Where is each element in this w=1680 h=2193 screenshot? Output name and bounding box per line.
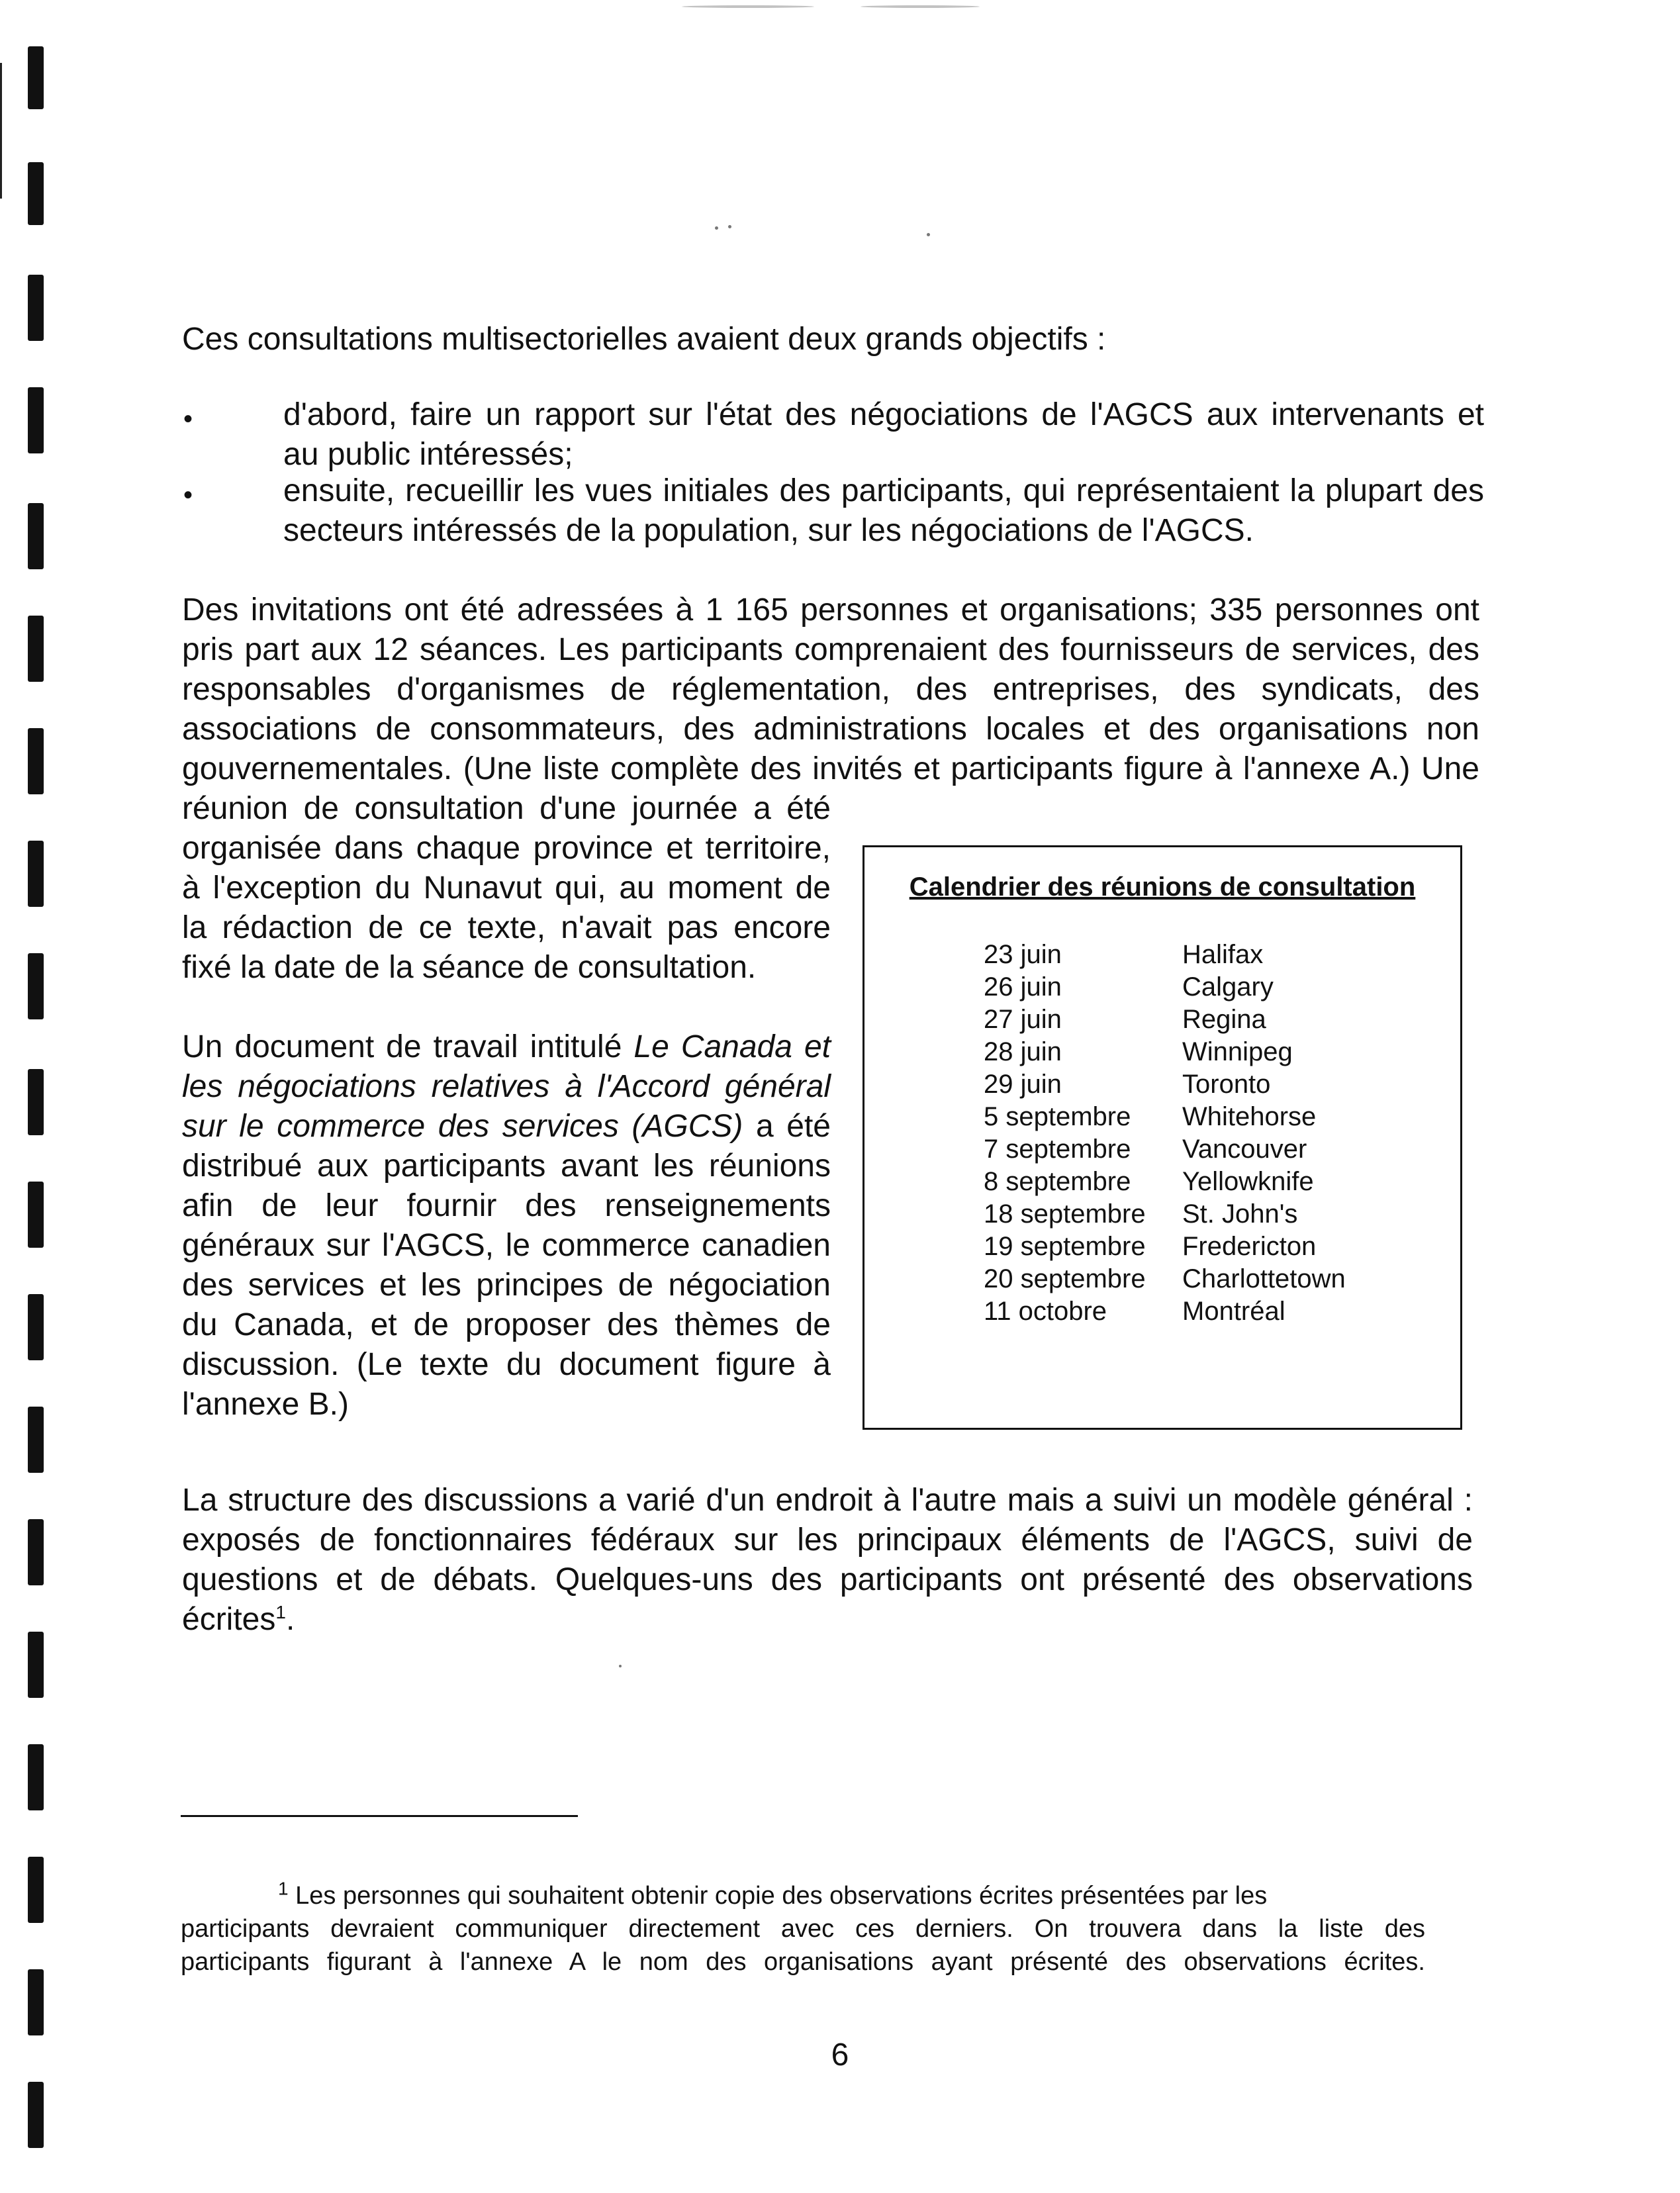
footnote-line: participants devraient communiquer directement avec ces derniers. On trouvera dans la liste des bbox=[181, 1915, 1425, 1943]
doc-prefix: Un document de travail intitulé bbox=[182, 1029, 634, 1064]
schedule-row bbox=[984, 1100, 1316, 1133]
schedule-city: Winnipeg bbox=[1182, 1037, 1293, 1066]
body-line: afin de leur fournir des renseignements bbox=[182, 1188, 831, 1223]
body-line: fixé la date de la séance de consultation. bbox=[182, 950, 757, 985]
schedule-box bbox=[863, 845, 1462, 1430]
footnote-ref: 1 bbox=[275, 1602, 286, 1622]
binding-mark bbox=[28, 1632, 44, 1698]
body-line: pris part aux 12 séances. Les participants comprenaient des fournisseurs de services, des bbox=[182, 632, 1479, 667]
binding-mark bbox=[28, 1294, 44, 1360]
footnote-rule bbox=[181, 1815, 578, 1817]
body-line: du Canada, et de proposer des thèmes de bbox=[182, 1307, 831, 1342]
binding-mark bbox=[28, 1744, 44, 1810]
schedule-row bbox=[984, 1165, 1314, 1198]
binding-mark bbox=[28, 1407, 44, 1473]
schedule-row bbox=[984, 1295, 1285, 1328]
binding-mark bbox=[28, 1857, 44, 1923]
binding-mark bbox=[28, 841, 44, 907]
schedule-date: 7 septembre bbox=[984, 1135, 1131, 1164]
body-line: responsables d'organismes de réglementation, des entreprises, des syndicats, des bbox=[182, 672, 1479, 707]
body-line: La structure des discussions a varié d'un endroit à l'autre mais a suivi un modèle général : bbox=[182, 1483, 1473, 1518]
schedule-date: 18 septembre bbox=[984, 1199, 1146, 1229]
schedule-city: Whitehorse bbox=[1182, 1102, 1317, 1131]
last-line-text: écrites bbox=[182, 1602, 276, 1637]
doc-title-italic: sur le commerce des services (AGCS) bbox=[182, 1109, 743, 1144]
schedule-city: Toronto bbox=[1182, 1070, 1271, 1099]
binding-mark bbox=[28, 503, 44, 569]
body-line: associations de consommateurs, des administrations locales et des organisations non bbox=[182, 712, 1479, 747]
schedule-row bbox=[984, 970, 1274, 1003]
schedule-date: 8 septembre bbox=[984, 1167, 1131, 1196]
body-line: l'annexe B.) bbox=[182, 1387, 349, 1422]
schedule-row bbox=[984, 1230, 1316, 1263]
schedule-row bbox=[984, 1003, 1266, 1036]
binding-mark bbox=[28, 2082, 44, 2148]
bullet-line: au public intéressés; bbox=[283, 437, 573, 472]
scan-speck bbox=[682, 5, 814, 8]
schedule-city: Charlottetown bbox=[1182, 1264, 1346, 1293]
footnote-text: Les personnes qui souhaitent obtenir copie des observations écrites présentées par les bbox=[295, 1882, 1268, 1910]
binding-mark bbox=[28, 728, 44, 794]
schedule-city: St. John's bbox=[1182, 1199, 1298, 1229]
body-line: organisée dans chaque province et territoire, bbox=[182, 831, 831, 866]
body-line: réunion de consultation d'une journée a été bbox=[182, 791, 831, 826]
schedule-row bbox=[984, 938, 1263, 971]
scan-speck bbox=[861, 5, 980, 8]
body-line: des services et les principes de négociation bbox=[182, 1268, 831, 1303]
body-line: gouvernementales. (Une liste complète des invités et participants figure à l'annexe A.) Une bbox=[182, 751, 1479, 786]
body-line: distribué aux participants avant les réunions bbox=[182, 1148, 831, 1184]
schedule-row bbox=[984, 1133, 1307, 1166]
schedule-date: 19 septembre bbox=[984, 1232, 1146, 1261]
schedule-city: Regina bbox=[1182, 1005, 1266, 1034]
body-line: la rédaction de ce texte, n'avait pas encore bbox=[182, 910, 831, 945]
body-line: exposés de fonctionnaires fédéraux sur les principaux éléments de l'AGCS, suivi de bbox=[182, 1522, 1473, 1558]
bullet-symbol: • bbox=[183, 404, 193, 434]
footnote-line: participants figurant à l'annexe A le nom des organisations ayant présenté des observations écrites. bbox=[181, 1948, 1425, 1976]
body-line: les négociations relatives à l'Accord général bbox=[182, 1069, 831, 1104]
bullet-line: d'abord, faire un rapport sur l'état des négociations de l'AGCS aux intervenants et bbox=[283, 397, 1484, 432]
schedule-row bbox=[984, 1197, 1297, 1231]
schedule-date: 20 septembre bbox=[984, 1264, 1146, 1293]
bullet-line: secteurs intéressés de la population, sur les négociations de l'AGCS. bbox=[283, 513, 1254, 548]
body-line bbox=[182, 1107, 831, 1146]
doc-suffix: a été bbox=[743, 1109, 831, 1144]
schedule-row bbox=[984, 1035, 1293, 1068]
scan-speck bbox=[619, 1665, 622, 1667]
binding-mark bbox=[28, 1519, 44, 1585]
body-line bbox=[182, 1600, 295, 1640]
body-line: à l'exception du Nunavut qui, au moment de bbox=[182, 870, 831, 906]
scan-speck bbox=[728, 225, 731, 228]
schedule-date: 29 juin bbox=[984, 1070, 1062, 1099]
binding-mark bbox=[28, 275, 44, 341]
intro-text: Ces consultations multisectorielles avaient deux grands objectifs : bbox=[182, 322, 1106, 357]
bullet-line: ensuite, recueillir les vues initiales des participants, qui représentaient la plupart des bbox=[283, 473, 1484, 508]
schedule-date: 27 juin bbox=[984, 1005, 1062, 1034]
binding-mark bbox=[28, 1182, 44, 1248]
binding-rule bbox=[0, 63, 2, 199]
binding-mark bbox=[28, 387, 44, 453]
page-number: 6 bbox=[831, 2037, 849, 2073]
body-line: Des invitations ont été adressées à 1 165 personnes et organisations; 335 personnes ont bbox=[182, 592, 1479, 628]
scan-speck bbox=[715, 226, 718, 230]
schedule-date: 23 juin bbox=[984, 940, 1062, 969]
body-line: questions et de débats. Quelques-uns des participants ont présenté des observations bbox=[182, 1562, 1473, 1597]
schedule-city: Fredericton bbox=[1182, 1232, 1317, 1261]
last-line-end: . bbox=[285, 1602, 295, 1637]
schedule-date: 26 juin bbox=[984, 972, 1062, 1002]
schedule-city: Halifax bbox=[1182, 940, 1264, 969]
doc-title-italic: Le Canada et bbox=[633, 1029, 831, 1064]
binding-mark bbox=[28, 46, 44, 109]
schedule-date: 5 septembre bbox=[984, 1102, 1131, 1131]
body-line: discussion. (Le texte du document figure à bbox=[182, 1347, 831, 1382]
binding-mark bbox=[28, 1969, 44, 2035]
schedule-city: Yellowknife bbox=[1182, 1167, 1314, 1196]
schedule-city: Calgary bbox=[1182, 972, 1274, 1002]
binding-mark bbox=[28, 1069, 44, 1135]
schedule-date: 11 octobre bbox=[984, 1297, 1107, 1326]
bullet-symbol: • bbox=[183, 481, 193, 510]
schedule-row bbox=[984, 1262, 1346, 1295]
scan-speck bbox=[927, 233, 930, 236]
footnote-marker: 1 bbox=[278, 1878, 289, 1899]
body-line bbox=[182, 1027, 831, 1067]
schedule-city: Vancouver bbox=[1182, 1135, 1307, 1164]
body-line: généraux sur l'AGCS, le commerce canadien bbox=[182, 1228, 831, 1263]
schedule-city: Montréal bbox=[1182, 1297, 1285, 1326]
binding-mark bbox=[28, 953, 44, 1019]
schedule-title: Calendrier des réunions de consultation bbox=[909, 872, 1416, 902]
schedule-row bbox=[984, 1068, 1270, 1101]
binding-mark bbox=[28, 616, 44, 682]
binding-mark bbox=[28, 162, 44, 225]
schedule-date: 28 juin bbox=[984, 1037, 1062, 1066]
footnote-line bbox=[278, 1880, 1403, 1912]
